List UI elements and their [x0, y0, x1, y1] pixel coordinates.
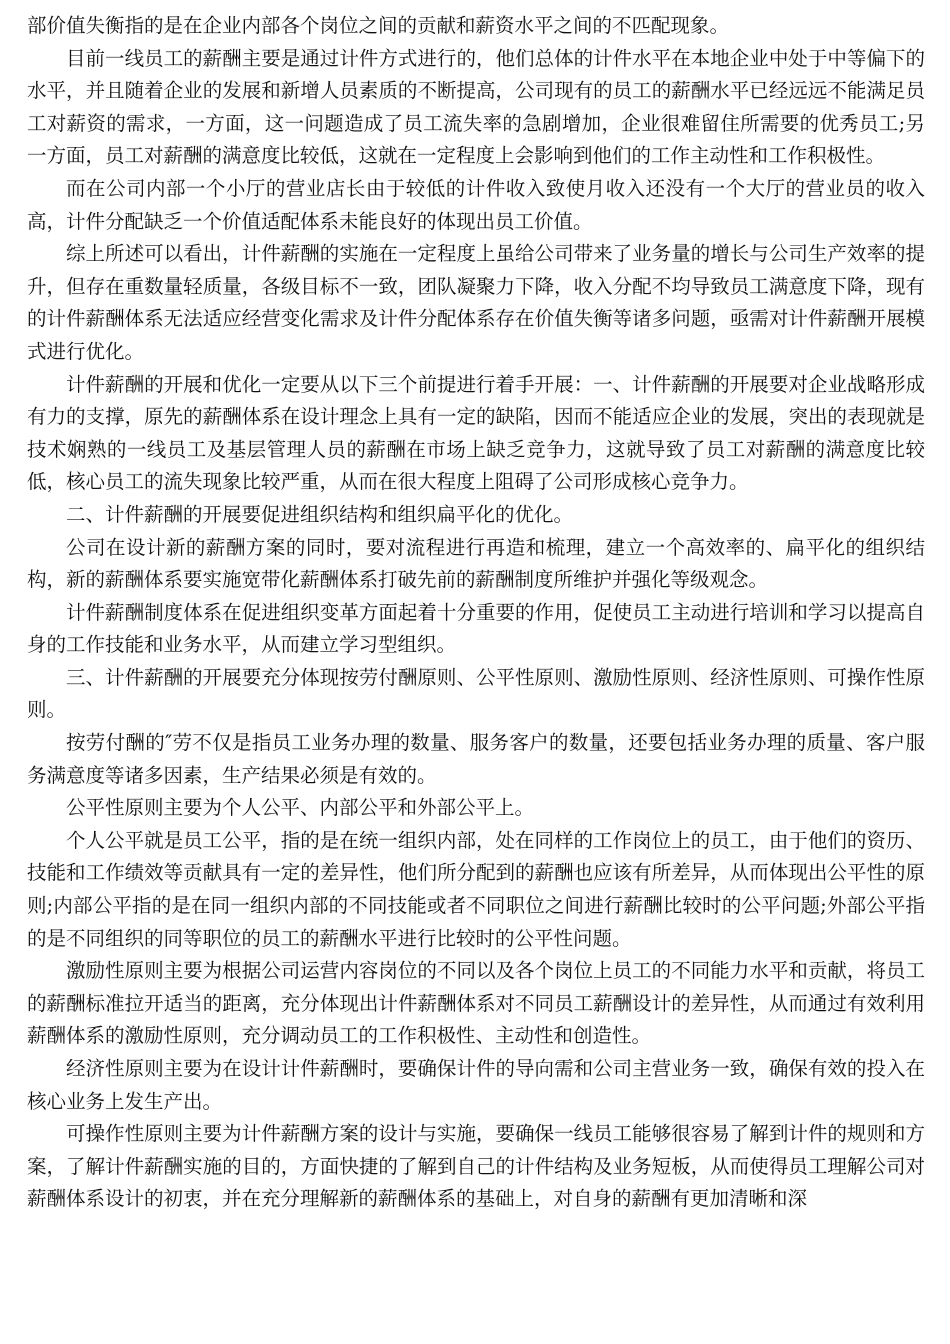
- paragraph-2: 目前一线员工的薪酬主要是通过计件方式进行的，他们总体的计件水平在本地企业中处于中等偏下的水平，并且随着企业的发展和新增人员素质的不断提高，公司现有的员工的薪酬水平已经远远不能满足员工对薪资的需求，一方面，这一问题造成了员工流失率的急剧增加，企业很难留住所需要的优秀员工;另一方面，员工对薪酬的满意度比较低，这就在一定程度上会影响到他们的工作主动性和工作积极性。: [27, 46, 925, 168]
- paragraph-12: 个人公平就是员工公平，指的是在统一组织内部，处在同样的工作岗位上的员工，由于他们的资历、技能和工作绩效等贡献具有一定的差异性，他们所分配到的薪酬也应该有所差异，从而体现出公平性的原则;内部公平指的是在同一组织内部的不同技能或者不同职位之间进行薪酬比较时的公平问题;外部公平指的是不同组织的同等职位的员工的薪酬水平进行比较时的公平性问题。: [27, 828, 925, 950]
- paragraph-9: 三、计件薪酬的开展要充分体现按劳付酬原则、公平性原则、激励性原则、经济性原则、可操作性原则。: [27, 665, 925, 722]
- paragraph-7: 公司在设计新的薪酬方案的同时，要对流程进行再造和梳理，建立一个高效率的、扁平化的组织结构，新的薪酬体系要实施宽带化薪酬体系打破先前的薪酬制度所维护并强化等级观念。: [27, 535, 925, 592]
- paragraph-11: 公平性原则主要为个人公平、内部公平和外部公平上。: [66, 796, 535, 820]
- paragraph-8: 计件薪酬制度体系在促进组织变革方面起着十分重要的作用，促使员工主动进行培训和学习以提高自身的工作技能和业务水平，从而建立学习型组织。: [27, 600, 925, 657]
- paragraph-14: 经济性原则主要为在设计计件薪酬时，要确保计件的导向需和公司主营业务一致，确保有效的投入在核心业务上发生产出。: [27, 1057, 925, 1113]
- paragraph-1: 部价值失衡指的是在企业内部各个岗位之间的贡献和薪资水平之间的不匹配现象。: [27, 14, 730, 37]
- paragraph-6: 二、计件薪酬的开展要促进组织结构和组织扁平化的优化。: [66, 502, 574, 526]
- paragraph-5: 计件薪酬的开展和优化一定要从以下三个前提进行着手开展：一、计件薪酬的开展要对企业战略形成有力的支撑，原先的薪酬体系在设计理念上具有一定的缺陷，因而不能适应企业的发展，突出的表现就是技术娴熟的一线员工及基层管理人员的薪酬在市场上缺乏竞争力，这就导致了员工对薪酬的满意度比较低，核心员工的流失现象比较严重，从而在很大程度上阻碍了公司形成核心竞争力。: [27, 372, 925, 494]
- paragraph-3: 而在公司内部一个小厅的营业店长由于较低的计件收入致使月收入还没有一个大厅的营业员的收入高，计件分配缺乏一个价值适配体系未能良好的体现出员工价值。: [27, 176, 925, 233]
- paragraph-4: 综上所述可以看出，计件薪酬的实施在一定程度上虽给公司带来了业务量的增长与公司生产效率的提升，但存在重数量轻质量，各级目标不一致，团队凝聚力下降，收入分配不均导致员工满意度下降，现有的计件薪酬体系无法适应经营变化需求及计件分配体系存在价值失衡等诸多问题，亟需对计件薪酬开展模式进行优化。: [27, 242, 925, 363]
- paragraph-15: 可操作性原则主要为计件薪酬方案的设计与实施，要确保一线员工能够很容易了解到计件的规则和方案，了解计件薪酬实施的目的，方面快捷的了解到自己的计件结构及业务短板，从而使得员工理解公司对薪酬体系设计的初衷，并在充分理解新的薪酬体系的基础上，对自身的薪酬有更加清晰和深: [27, 1122, 925, 1211]
- paragraph-10: 按劳付酬的″劳不仅是指员工业务办理的数量、服务客户的数量，还要包括业务办理的质量、客户服务满意度等诸多因素，生产结果必须是有效的。: [27, 731, 925, 787]
- paragraph-13: 激励性原则主要为根据公司运营内容岗位的不同以及各个岗位上员工的不同能力水平和贡献，将员工的薪酬标准拉开适当的距离，充分体现出计件薪酬体系对不同员工薪酬设计的差异性，从而通过有效利用薪酬体系的激励性原则，充分调动员工的工作积极性、主动性和创造性。: [27, 959, 925, 1048]
